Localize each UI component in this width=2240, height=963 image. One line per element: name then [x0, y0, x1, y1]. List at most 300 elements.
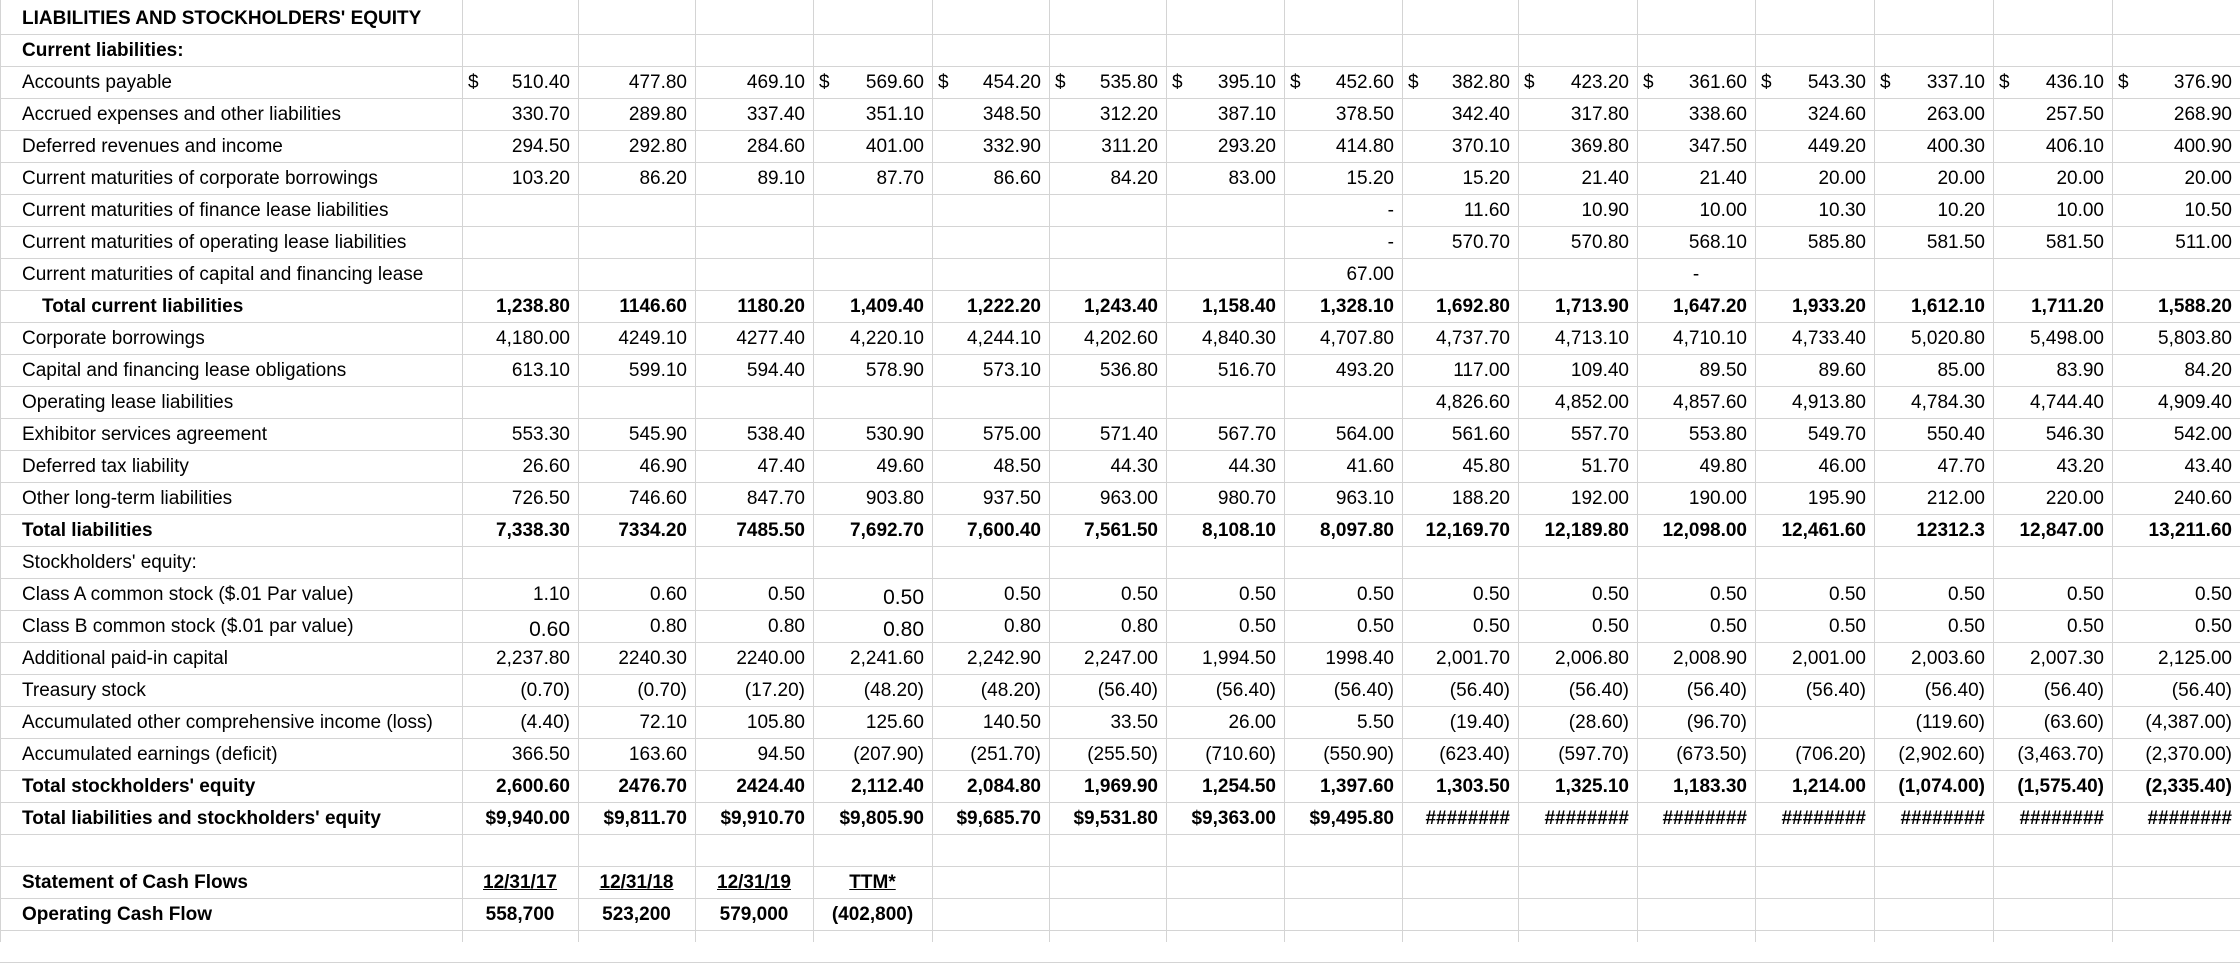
cell-value[interactable]: [1874, 771, 1985, 802]
cell-value[interactable]: [1874, 163, 1985, 194]
cell-value[interactable]: [1284, 643, 1394, 674]
cell-value[interactable]: [695, 707, 805, 738]
cell-value[interactable]: [1402, 419, 1510, 450]
cell-value[interactable]: [1755, 451, 1866, 482]
cell-value[interactable]: [1993, 707, 2104, 738]
row-label[interactable]: Accrued expenses and other liabilities: [22, 104, 341, 125]
cell-value[interactable]: [578, 451, 687, 482]
cell-value[interactable]: [2112, 291, 2232, 322]
cell-value[interactable]: [1874, 739, 1985, 770]
row-label[interactable]: Operating lease liabilities: [22, 392, 234, 413]
cell-value[interactable]: [1284, 67, 1394, 98]
cell-value[interactable]: [1755, 387, 1866, 418]
cell-value[interactable]: [462, 579, 570, 610]
row-label[interactable]: Treasury stock: [22, 680, 146, 701]
cell-value[interactable]: [1284, 515, 1394, 546]
cell-value[interactable]: [813, 614, 924, 645]
cell-value[interactable]: [1402, 67, 1510, 98]
cell-value[interactable]: [578, 419, 687, 450]
cell-value[interactable]: [695, 675, 805, 706]
cell-value[interactable]: [1049, 739, 1158, 770]
cell-value[interactable]: [462, 771, 570, 802]
cell-value[interactable]: [1993, 515, 2104, 546]
cell-value[interactable]: [578, 707, 687, 738]
cell-value[interactable]: [1049, 99, 1158, 130]
row-label[interactable]: Class B common stock ($.01 par value): [22, 616, 354, 637]
row-label[interactable]: Current maturities of capital and financing lease: [22, 264, 424, 285]
cell-value[interactable]: [1166, 643, 1276, 674]
cell-value[interactable]: [1874, 131, 1985, 162]
cell-value[interactable]: [462, 707, 570, 738]
cell-value[interactable]: [2112, 483, 2232, 514]
cell-value[interactable]: [1874, 99, 1985, 130]
cell-value[interactable]: [1518, 195, 1629, 226]
cell-value[interactable]: [813, 867, 932, 898]
cell-value[interactable]: [932, 579, 1041, 610]
cell-value[interactable]: [1284, 611, 1394, 642]
cell-value[interactable]: [1518, 707, 1629, 738]
row-label[interactable]: Total liabilities and stockholders' equity: [22, 808, 381, 829]
cell-value[interactable]: [1755, 323, 1866, 354]
cell-value[interactable]: [932, 451, 1041, 482]
cell-value[interactable]: [1993, 675, 2104, 706]
cell-value[interactable]: [1874, 803, 1985, 834]
cell-value[interactable]: [695, 323, 805, 354]
row-label[interactable]: Total stockholders' equity: [22, 776, 256, 797]
cell-value[interactable]: [1402, 579, 1510, 610]
cell-value[interactable]: [1166, 675, 1276, 706]
cell-value[interactable]: [1874, 323, 1985, 354]
cell-value[interactable]: [813, 291, 924, 322]
cell-value[interactable]: [1755, 419, 1866, 450]
cell-value[interactable]: [813, 739, 924, 770]
cell-value[interactable]: [1993, 291, 2104, 322]
cell-value[interactable]: [2112, 131, 2232, 162]
cell-value[interactable]: [1755, 483, 1866, 514]
cell-value[interactable]: [2112, 451, 2232, 482]
cell-value[interactable]: [1755, 611, 1866, 642]
cell-value[interactable]: [1049, 163, 1158, 194]
cell-value[interactable]: [1637, 515, 1747, 546]
cell-value[interactable]: [1637, 323, 1747, 354]
cell-value[interactable]: [1166, 323, 1276, 354]
cell-value[interactable]: [932, 419, 1041, 450]
cell-value[interactable]: [695, 451, 805, 482]
cell-value[interactable]: [1166, 163, 1276, 194]
cell-value[interactable]: [2112, 227, 2232, 258]
cell-value[interactable]: [462, 355, 570, 386]
cell-value[interactable]: [1166, 131, 1276, 162]
cell-value[interactable]: [1874, 611, 1985, 642]
cell-value[interactable]: [578, 771, 687, 802]
cell-value[interactable]: [1284, 227, 1394, 258]
cell-value[interactable]: [2112, 67, 2232, 98]
cell-value[interactable]: [695, 803, 805, 834]
cell-value[interactable]: [1166, 355, 1276, 386]
cell-value[interactable]: [1284, 707, 1394, 738]
cell-value[interactable]: [1049, 611, 1158, 642]
cell-value[interactable]: [578, 515, 687, 546]
cell-value[interactable]: [1049, 771, 1158, 802]
cell-value[interactable]: [1518, 387, 1629, 418]
cell-value[interactable]: [1993, 195, 2104, 226]
cell-value[interactable]: [1993, 483, 2104, 514]
cell-value[interactable]: [578, 739, 687, 770]
cell-value[interactable]: [462, 451, 570, 482]
cell-value[interactable]: [813, 355, 924, 386]
cell-value[interactable]: [1166, 291, 1276, 322]
cell-value[interactable]: [813, 131, 924, 162]
cell-value[interactable]: [932, 67, 1041, 98]
cell-value[interactable]: [1874, 643, 1985, 674]
cell-value[interactable]: [578, 611, 687, 642]
cell-value[interactable]: [1637, 131, 1747, 162]
cell-value[interactable]: [462, 803, 570, 834]
cell-value[interactable]: [1993, 803, 2104, 834]
cell-value[interactable]: [578, 803, 687, 834]
cell-value[interactable]: [932, 355, 1041, 386]
cell-value[interactable]: [1166, 67, 1276, 98]
cell-value[interactable]: [1755, 771, 1866, 802]
cell-value[interactable]: [932, 99, 1041, 130]
cell-value[interactable]: [578, 483, 687, 514]
cell-value[interactable]: [1637, 707, 1747, 738]
cell-value[interactable]: [2112, 323, 2232, 354]
cell-value[interactable]: [1518, 515, 1629, 546]
cell-value[interactable]: [1755, 131, 1866, 162]
cell-value[interactable]: [462, 67, 570, 98]
cell-value[interactable]: [578, 99, 687, 130]
cell-value[interactable]: [1049, 355, 1158, 386]
cell-value[interactable]: [1637, 67, 1747, 98]
cell-value[interactable]: [1402, 131, 1510, 162]
cell-value[interactable]: [462, 99, 570, 130]
cell-value[interactable]: [1402, 707, 1510, 738]
cell-value[interactable]: [1166, 707, 1276, 738]
cell-value[interactable]: [1518, 131, 1629, 162]
cell-value[interactable]: [813, 803, 924, 834]
row-label[interactable]: Accumulated earnings (deficit): [22, 744, 278, 765]
cell-value[interactable]: [1284, 579, 1394, 610]
row-label[interactable]: Accumulated other comprehensive income (loss): [22, 712, 433, 733]
cell-value[interactable]: [1874, 515, 1985, 546]
row-label[interactable]: Additional paid-in capital: [22, 648, 228, 669]
cell-value[interactable]: [1755, 739, 1866, 770]
cell-value[interactable]: [1993, 451, 2104, 482]
cell-value[interactable]: [1874, 291, 1985, 322]
cell-value[interactable]: [695, 483, 805, 514]
cell-value[interactable]: [2112, 611, 2232, 642]
cell-value[interactable]: [1518, 803, 1629, 834]
cell-value[interactable]: [1284, 483, 1394, 514]
cell-value[interactable]: [1518, 451, 1629, 482]
cell-value[interactable]: [813, 707, 924, 738]
cell-value[interactable]: [578, 643, 687, 674]
cell-value[interactable]: [695, 867, 813, 898]
cell-value[interactable]: [1993, 67, 2104, 98]
cell-value[interactable]: [1049, 643, 1158, 674]
cell-value[interactable]: [2112, 99, 2232, 130]
cell-value[interactable]: [462, 291, 570, 322]
row-label[interactable]: [22, 835, 460, 866]
cell-value[interactable]: [813, 67, 924, 98]
cell-value[interactable]: [695, 419, 805, 450]
cell-value[interactable]: [1518, 771, 1629, 802]
cell-value[interactable]: [1874, 387, 1985, 418]
cell-value[interactable]: [1637, 611, 1747, 642]
row-label[interactable]: Accounts payable: [22, 72, 172, 93]
cell-value[interactable]: [1637, 451, 1747, 482]
cell-value[interactable]: [1166, 515, 1276, 546]
cell-value[interactable]: [1284, 803, 1394, 834]
cell-value[interactable]: [1993, 419, 2104, 450]
cell-value[interactable]: [1637, 227, 1747, 258]
cell-value[interactable]: [1637, 739, 1747, 770]
cell-value[interactable]: [1402, 355, 1510, 386]
cell-value[interactable]: [695, 67, 805, 98]
cell-value[interactable]: [1637, 771, 1747, 802]
cell-value[interactable]: [1874, 483, 1985, 514]
cell-value[interactable]: [1284, 163, 1394, 194]
row-label[interactable]: Current maturities of corporate borrowings: [22, 168, 378, 189]
cell-value[interactable]: [1755, 227, 1866, 258]
cell-value[interactable]: [1402, 643, 1510, 674]
row-label[interactable]: Total current liabilities: [42, 296, 244, 317]
cell-value[interactable]: [813, 771, 924, 802]
cell-value[interactable]: [1518, 483, 1629, 514]
cell-value[interactable]: [1166, 483, 1276, 514]
cell-value[interactable]: [2112, 419, 2232, 450]
cell-value[interactable]: [695, 643, 805, 674]
cell-value[interactable]: [695, 99, 805, 130]
cell-value[interactable]: [1402, 323, 1510, 354]
cell-value[interactable]: [813, 99, 924, 130]
cell-value[interactable]: [1874, 419, 1985, 450]
cell-value[interactable]: [1402, 99, 1510, 130]
cell-value[interactable]: [1874, 451, 1985, 482]
cell-value[interactable]: [695, 739, 805, 770]
cell-value[interactable]: [932, 483, 1041, 514]
row-label[interactable]: Corporate borrowings: [22, 328, 205, 349]
cell-value[interactable]: [578, 67, 687, 98]
cell-value[interactable]: [578, 163, 687, 194]
cell-value[interactable]: [932, 323, 1041, 354]
cell-value[interactable]: [932, 291, 1041, 322]
cell-value[interactable]: [813, 483, 924, 514]
cell-value[interactable]: [1637, 803, 1747, 834]
cell-value[interactable]: [1755, 67, 1866, 98]
cell-value[interactable]: [1874, 195, 1985, 226]
cell-value[interactable]: [1402, 675, 1510, 706]
cell-value[interactable]: [932, 675, 1041, 706]
cell-value[interactable]: [1166, 803, 1276, 834]
cell-value[interactable]: [813, 163, 924, 194]
cell-value[interactable]: [1049, 483, 1158, 514]
cell-value[interactable]: [1518, 291, 1629, 322]
cell-value[interactable]: [1518, 323, 1629, 354]
cell-value[interactable]: [1166, 451, 1276, 482]
cell-value[interactable]: [695, 291, 805, 322]
cell-value[interactable]: [462, 163, 570, 194]
cell-value[interactable]: [1049, 579, 1158, 610]
cell-value[interactable]: [1284, 675, 1394, 706]
cell-value[interactable]: [1637, 643, 1747, 674]
row-label[interactable]: Deferred tax liability: [22, 456, 189, 477]
cell-value[interactable]: [578, 675, 687, 706]
cell-value[interactable]: [1284, 195, 1394, 226]
cell-value[interactable]: [1049, 675, 1158, 706]
row-label[interactable]: Capital and financing lease obligations: [22, 360, 347, 381]
cell-value[interactable]: [1518, 579, 1629, 610]
cell-value[interactable]: [462, 739, 570, 770]
cell-value[interactable]: [1284, 291, 1394, 322]
cell-value[interactable]: [813, 643, 924, 674]
cell-value[interactable]: [1402, 483, 1510, 514]
cell-value[interactable]: [695, 611, 805, 642]
cell-value[interactable]: [1284, 131, 1394, 162]
cell-value[interactable]: [462, 323, 570, 354]
cell-value[interactable]: [1637, 163, 1747, 194]
cell-value[interactable]: [1874, 355, 1985, 386]
cell-value[interactable]: [1518, 67, 1629, 98]
cell-value[interactable]: [813, 582, 924, 613]
cell-value[interactable]: [1166, 419, 1276, 450]
cell-value[interactable]: [1284, 355, 1394, 386]
cell-value[interactable]: [1755, 163, 1866, 194]
row-label[interactable]: [22, 931, 460, 962]
cell-value[interactable]: [1637, 579, 1747, 610]
cell-value[interactable]: [695, 771, 805, 802]
cell-value[interactable]: [1637, 291, 1747, 322]
cell-value[interactable]: [932, 803, 1041, 834]
cell-value[interactable]: [1518, 675, 1629, 706]
cell-value[interactable]: [1993, 643, 2104, 674]
cell-value[interactable]: [813, 451, 924, 482]
cell-value[interactable]: [1874, 579, 1985, 610]
cell-value[interactable]: [932, 131, 1041, 162]
cell-value[interactable]: [1993, 771, 2104, 802]
cell-value[interactable]: [1402, 515, 1510, 546]
cell-value[interactable]: [2112, 739, 2232, 770]
cell-value[interactable]: [813, 323, 924, 354]
cell-value[interactable]: [1518, 419, 1629, 450]
cell-value[interactable]: [1755, 355, 1866, 386]
cell-value[interactable]: [1993, 227, 2104, 258]
cell-value[interactable]: [1284, 419, 1394, 450]
cell-value[interactable]: [1049, 707, 1158, 738]
cell-value[interactable]: [1402, 739, 1510, 770]
cell-value[interactable]: [1166, 611, 1276, 642]
cell-value[interactable]: [1402, 227, 1510, 258]
cell-value[interactable]: [932, 163, 1041, 194]
cell-value[interactable]: [1284, 451, 1394, 482]
cell-value[interactable]: [1993, 387, 2104, 418]
row-label[interactable]: Other long-term liabilities: [22, 488, 233, 509]
cell-value[interactable]: [1402, 163, 1510, 194]
cell-value[interactable]: [695, 131, 805, 162]
cell-value[interactable]: [1284, 771, 1394, 802]
cell-value[interactable]: [1402, 451, 1510, 482]
cell-value[interactable]: [462, 483, 570, 514]
cell-value[interactable]: [2112, 515, 2232, 546]
cell-value[interactable]: [462, 419, 570, 450]
cell-value[interactable]: [1166, 99, 1276, 130]
cell-value[interactable]: [2112, 163, 2232, 194]
cell-value[interactable]: [1049, 451, 1158, 482]
cell-value[interactable]: [2112, 355, 2232, 386]
cell-value[interactable]: [932, 739, 1041, 770]
cell-value[interactable]: [2112, 195, 2232, 226]
cell-value[interactable]: [1874, 227, 1985, 258]
cell-value[interactable]: [1402, 771, 1510, 802]
row-label[interactable]: Operating Cash Flow: [22, 904, 213, 925]
cell-value[interactable]: [1993, 611, 2104, 642]
row-label[interactable]: Current maturities of operating lease liabilities: [22, 232, 407, 253]
cell-value[interactable]: [1637, 419, 1747, 450]
cell-value[interactable]: [932, 643, 1041, 674]
cell-value[interactable]: [1284, 99, 1394, 130]
cell-value[interactable]: [1755, 291, 1866, 322]
cell-value[interactable]: [578, 323, 687, 354]
cell-value[interactable]: [2112, 771, 2232, 802]
cell-value[interactable]: [932, 771, 1041, 802]
cell-value[interactable]: [932, 707, 1041, 738]
cell-value[interactable]: [1166, 579, 1276, 610]
cell-value[interactable]: [1518, 739, 1629, 770]
cell-value[interactable]: [932, 611, 1041, 642]
cell-value[interactable]: [813, 675, 924, 706]
row-label[interactable]: Class A common stock ($.01 Par value): [22, 584, 354, 605]
cell-value[interactable]: [932, 515, 1041, 546]
cell-value[interactable]: [813, 515, 924, 546]
cell-value[interactable]: [1049, 515, 1158, 546]
cell-value[interactable]: [1755, 803, 1866, 834]
cell-value[interactable]: [1755, 99, 1866, 130]
cell-value[interactable]: [1284, 323, 1394, 354]
cell-value[interactable]: [1049, 419, 1158, 450]
cell-value[interactable]: [462, 867, 578, 898]
cell-value[interactable]: [462, 614, 570, 645]
cell-value[interactable]: [462, 515, 570, 546]
cell-value[interactable]: [1402, 195, 1510, 226]
cell-value[interactable]: [1755, 195, 1866, 226]
row-label[interactable]: Deferred revenues and income: [22, 136, 283, 157]
row-label[interactable]: Current maturities of finance lease liabilities: [22, 200, 389, 221]
cell-value[interactable]: [1637, 483, 1747, 514]
cell-value[interactable]: [695, 515, 805, 546]
cell-value[interactable]: [813, 419, 924, 450]
cell-value[interactable]: [695, 163, 805, 194]
cell-value[interactable]: [1637, 259, 1755, 290]
cell-value[interactable]: [578, 291, 687, 322]
cell-value[interactable]: [578, 131, 687, 162]
cell-value[interactable]: [462, 643, 570, 674]
cell-value[interactable]: [1755, 579, 1866, 610]
cell-value[interactable]: [1049, 67, 1158, 98]
cell-value[interactable]: [1284, 739, 1394, 770]
cell-value[interactable]: [1755, 515, 1866, 546]
cell-value[interactable]: [1402, 611, 1510, 642]
cell-value[interactable]: [1993, 739, 2104, 770]
cell-value[interactable]: [1518, 355, 1629, 386]
cell-value[interactable]: [1993, 163, 2104, 194]
cell-value[interactable]: [1518, 99, 1629, 130]
cell-value[interactable]: [462, 675, 570, 706]
cell-value[interactable]: [2112, 643, 2232, 674]
cell-value[interactable]: [578, 899, 695, 930]
cell-value[interactable]: [1637, 99, 1747, 130]
row-label[interactable]: LIABILITIES AND STOCKHOLDERS' EQUITY: [22, 8, 422, 29]
